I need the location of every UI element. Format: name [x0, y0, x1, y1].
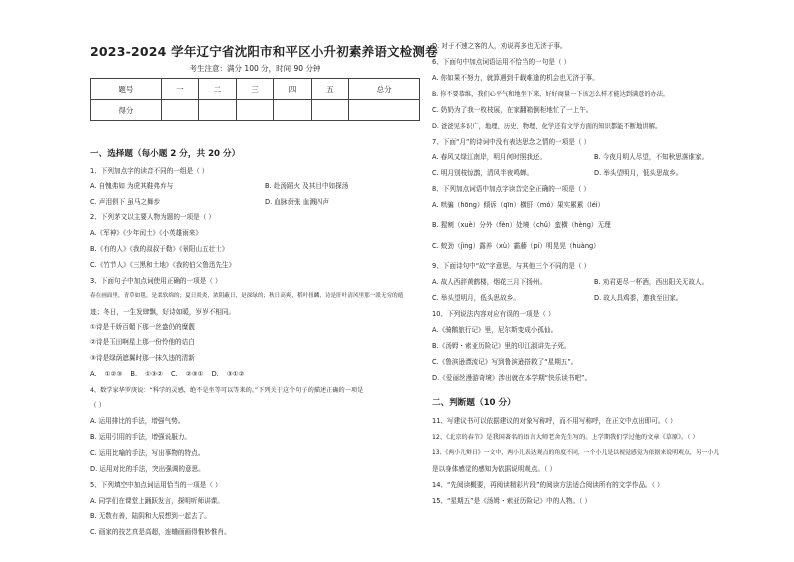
question-option: A. 自愧弗如 为虎其鞋弗弃与: [90, 182, 174, 190]
question-option: A. 哄骗（hōng）倾诉（qīn）横肝（mó）果实累累（léi）: [432, 201, 605, 209]
question-line: 1、下列加点字的读音不同的一组是（ ）: [90, 167, 209, 175]
score-input-cell[interactable]: [161, 100, 199, 121]
question-line: 7、下面“月”的诗词中没有表达思念之情的一项是（ ）: [432, 138, 591, 146]
judge-line: 12、《北京的春节》是我国著名的语言大师老舍先生写的。上学期我们学过他的文章《草原》。（ ）: [432, 434, 699, 441]
question-option: D. 对于不速之客的人，劝说再多也无济于事。: [432, 42, 567, 50]
question-option: D. 爸爸见多识广，地理、历史、物理、化学还有文学方面的知识都能不断地讲解。: [432, 123, 662, 130]
question-option: B.《汤姆・索亚历险记》里的印江淑讲先子死。: [432, 342, 571, 350]
score-header-cell: 总分: [349, 79, 420, 100]
question-option: D. 举头望明月，低头思故乡。: [594, 169, 683, 177]
question-line: 8、下列加点词语中加点字读音完全正确的一项是（ ）: [432, 185, 590, 193]
question-option: ①诗是千娇百媚下那一丝盎仍的糜靓: [90, 323, 195, 331]
question-option: B. 无数有善，陆阴和大辰想到一起去了。: [90, 512, 211, 520]
question-option: C. 明月别枝惊鹊，清风半夜鸣蝉。: [432, 169, 534, 177]
question-option: C.《竹节人》《三黑和土地》《我的伯父鲁迅先生》: [90, 261, 236, 269]
question-option: A. 运用排比的手法，增强气势。: [90, 417, 185, 425]
question-option: C. 奶奶为了我一枚枝展，在家翻箱倒柜地忙了一上午。: [432, 106, 593, 114]
score-header-cell: 题号: [91, 79, 162, 100]
question-line: 9、下面诗句中“故”字意思，与其他三个不同的是（ ）: [432, 262, 591, 270]
score-header-cell: 一: [161, 79, 199, 100]
exam-note: 考生注意：满分 100 分，时间 90 分钟: [189, 64, 321, 73]
score-input-cell[interactable]: [311, 100, 349, 121]
judge-line: 13、《两小儿辩日》一文中，两小儿表达观点的角度不同，一个小儿是以视觉感觉为依据来说明观点，另一小儿: [432, 450, 720, 456]
score-row-label: 得分: [91, 100, 162, 121]
score-header-cell: 五: [311, 79, 349, 100]
score-header-cell: 四: [274, 79, 312, 100]
exam-title: 2023-2024 学年辽宁省沈阳市和平区小升初素养语文检测卷: [90, 44, 438, 59]
question-line: 3、下面句子中加点词使用正确的一项是（ ）: [90, 277, 222, 285]
question-option: B. 赴汤蹈火 及其目中如探汤: [265, 182, 349, 190]
question-option: A. ①②③ B. ①③② C. ②③① D. ③①②: [90, 370, 245, 378]
question-option: A.《骑鹅旅行记》里，尼尔斯变成小孤仙。: [432, 326, 558, 334]
question-option: D. 血脉贲张 血溅四声: [265, 198, 330, 206]
question-option: B. 你不要恭维，我们心平气和地坐下来，好好商量一下该怎么样才能达到满意的办法。: [432, 91, 670, 98]
question-option: B. 运用引用的手法，增强说服力。: [90, 433, 192, 441]
question-line: 5、下列填空中加点词运用恰当的一项是（ ）: [90, 481, 222, 489]
section-2-heading: 二、判断题（10 分）: [432, 398, 516, 408]
question-option: B. 劝君更尽一杯酒，西出阳关无故人。: [594, 278, 709, 286]
judge-line: 11、写建议书可以依据建议的对象写称呼，而不用写称呼，在正文中点出即可。（ ）: [432, 417, 677, 425]
question-option: ②诗是玉田啊星上那一份怜他的诘白: [90, 338, 195, 346]
score-table-score-row: [91, 100, 420, 121]
score-input-cell[interactable]: [236, 100, 274, 121]
question-passage: 迹；冬日，一生发肆飘，好诗如暖，岁岁不相同。: [90, 308, 236, 316]
question-option: A. 故人西辞黄鹤楼，烟花三月下扬州。: [432, 278, 547, 286]
question-line: 10、下列说法内容对应有误的一项是（ ）: [432, 310, 555, 318]
question-option: D. 故人具鸡黍，邀我至田家。: [594, 294, 683, 302]
question-line: 4、数学家华罗庚说：“科学的灵感，绝不是坐等可以等来的。”下列关于这个句子的描述正确的一项是: [90, 387, 364, 394]
question-option: D. 运用对比的手法，突出强调的意思。: [90, 465, 205, 473]
question-line: 2、下列茅文以主要人物为题的一项是（ ）: [90, 213, 215, 221]
score-input-cell[interactable]: [349, 100, 420, 121]
question-option: B. 猩剜（xuè）分外（fèn）处境（chǔ）蛮横（hèng）无理: [432, 221, 611, 229]
question-option: C. 运用比喻的手法，写出事物的特点。: [90, 449, 205, 457]
question-option: ③诗是绿荫遮翼时那一抹久违的清新: [90, 354, 195, 362]
question-passage: 春在画面里，青草如毯，是柔软绵的；夏日炎炎，浓阴蔽日，是深绿的；秋日高爽，稻叶扭麟，诗是肝叶清风里那一派无穷的遁: [90, 293, 404, 299]
judge-line: 15、“星期五”是《汤姆・索亚历险记》中的人物。（ ）: [432, 497, 592, 505]
question-option: A. 春风又绿江南岸，明月何时照我还。: [432, 153, 547, 161]
score-table: [90, 78, 420, 121]
question-line: （ ）: [90, 401, 106, 409]
score-header-cell: 二: [199, 79, 237, 100]
score-input-cell[interactable]: [274, 100, 312, 121]
question-option: C. 声泪俱下 虽马之舞步: [90, 198, 161, 206]
question-line: 6、下面句中加点词语运用不恰当的一句是（ ）: [432, 58, 571, 66]
question-option: A. 你如果不努力，就算遇到千载难逢的机会也无济于事。: [432, 74, 599, 82]
section-1-heading: 一、选择题（每小题 2 分，共 20 分）: [90, 149, 241, 159]
question-option: A. 同学们在课堂上踊跃发言，探明听师讲课。: [90, 497, 224, 505]
score-input-cell[interactable]: [199, 100, 237, 121]
judge-line: 14、“先阅读概要，再阅读精彩片段”的阅读方法适合阅读所有的文学作品。（ ）: [432, 481, 664, 489]
question-option: C. 举头望明月，低头思故乡。: [432, 294, 520, 302]
score-header-cell: 三: [236, 79, 274, 100]
question-option: C.《鲁滨逊漂流记》写到鲁滨逊搭救了“星期五”。: [432, 358, 578, 366]
question-option: A.《军神》《少年闰土》《小英雄雨来》: [90, 229, 202, 237]
question-option: C. 蛟劲（jìng）露养（xù）霸藤（pí）明晃晃（huàng）: [432, 242, 600, 250]
question-option: C. 画家的技艺真是高超，连蛐画画得惟妙惟肖。: [90, 528, 231, 536]
question-option: D.《爱丽丝漫游奇境》涉出就在本学期“快乐读书吧”。: [432, 374, 592, 382]
judge-line: 是以身体感觉的感知为依据说明观点。（ ）: [432, 465, 557, 473]
score-table-header-row: [91, 79, 420, 100]
question-option: B.《有的人》《我的叔叔于勒》《景阳山五壮士》: [90, 245, 229, 253]
question-option: B. 今夜月明人尽望，不知秋思落谁家。: [594, 153, 709, 161]
